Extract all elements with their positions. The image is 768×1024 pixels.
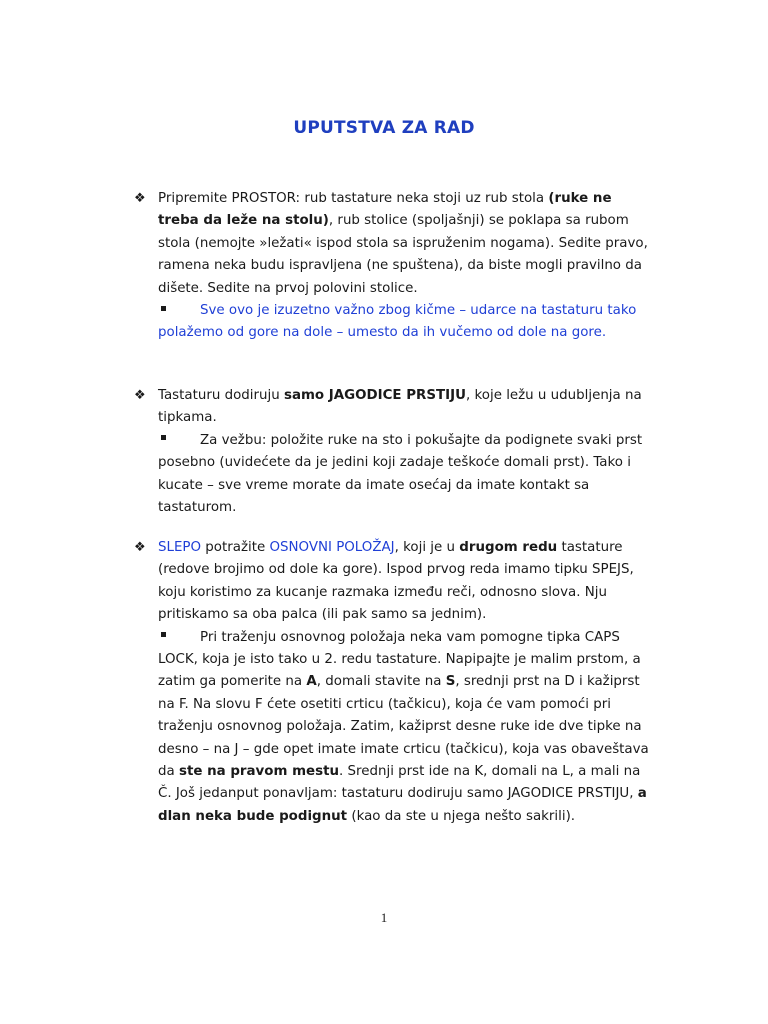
page-number: 1: [380, 910, 388, 925]
section-home-position-note: Pri traženju osnovnog položaja neka vam pomogne tipka CAPS LOCK, koja je isto tako u 2. redu tastature. Napipajte je malim prstom, a zatim ga pomerite na A, domali stavite na S, srednji prst na D i kažiprst na F. Na slovu F ćete osetiti crticu (tačkicu), koja će vam pomoći pri traženju osnovnog položaja. Zatim, kažiprst desne ruke ide dve tipke na desno – na J – gde opet imate imate crticu (tačkicu), koja vas obaveštava da ste na pravom mestu. Srednji prst ide na K, domali na L, a mali na Č. Još jedanput ponavljam: tastaturu dodiruju samo JAGODICE PRSTIJU, a dlan neka bude podignut (kao da ste u njega nešto sakrili).: [158, 629, 649, 824]
diamond-bullet-icon: ❖: [134, 191, 146, 206]
square-bullet-icon: [161, 306, 166, 311]
section-fingertips: [134, 385, 653, 519]
diamond-bullet-icon: ❖: [134, 388, 146, 403]
section-home-position: [134, 537, 653, 828]
document-title: UPUTSTVA ZA RAD: [293, 118, 475, 138]
section-home-position-text: SLEPO potražite OSNOVNI POLOŽAJ, koji je u drugom redu tastature (redove brojimo od dole ka gore). Ispod prvog reda imamo tipku SPEJS, koju koristimo za kucanje razmaka između reči, odnosno slova. Nju pritiskamo sa oba palca (ili pak samo sa jednim).: [158, 540, 634, 623]
section-workspace: [134, 188, 653, 345]
section-workspace-text: Pripremite PROSTOR: rub tastature neka stoji uz rub stola (ruke ne treba da leže na stolu), rub stolice (spoljašnji) se poklapa sa rubom stola (nemojte »ležati« ispod stola sa ispruženim nogama). Sedite pravo, ramena neka budu ispravljena (ne spuštena), da biste mogli pravilno da dišete. Sedite na prvoj polovini stolice.: [158, 191, 648, 296]
section-workspace-note: Sve ovo je izuzetno važno zbog kičme – udarce na tastaturu tako polažemo od gore na dole – umesto da ih vučemo od dole na gore.: [158, 303, 637, 341]
section-fingertips-text: Tastaturu dodiruju samo JAGODICE PRSTIJU, koje ležu u udubljenja na tipkama.: [158, 388, 642, 426]
diamond-bullet-icon: ❖: [134, 540, 146, 555]
square-bullet-icon: [161, 435, 166, 440]
square-bullet-icon: [161, 632, 166, 637]
section-fingertips-note: Za vežbu: položite ruke na sto i pokušajte da podignete svaki prst posebno (uvidećete da je jedini koji zadaje teškoće domali prst). Tako i kucate – sve vreme morate da imate osećaj da imate kontakt sa tastaturom.: [158, 432, 643, 516]
